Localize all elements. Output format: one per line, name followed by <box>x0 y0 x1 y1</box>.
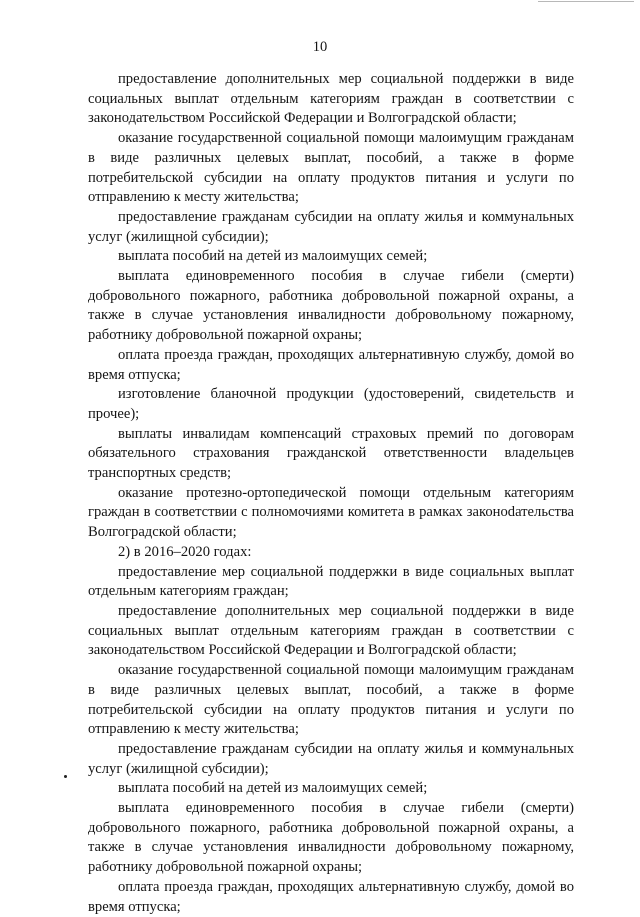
paragraph: предоставление дополнительных мер социальной поддержки в виде социальных выплат отдельным категориям граждан в соответствии с законодательством Российской Федерации и Волгоградской области; <box>88 71 574 127</box>
paragraph: изготовление бланочной продукции (удостоверений, свидетельств и прочее); <box>88 386 574 422</box>
paragraph: предоставление мер социальной поддержки в виде социальных выплат отдельным категориям граждан; <box>88 563 574 600</box>
document-body <box>88 70 574 917</box>
paragraph: предоставление гражданам субсидии на оплату жилья и коммунальных услуг (жилищной субсидии); <box>88 208 574 245</box>
paragraph: оплата проезда граждан, проходящих альтернативную службу, домой во время отпуска; <box>88 346 574 383</box>
paragraph: предоставление дополнительных мер социальной поддержки в виде социальных выплат отдельным категориям граждан в соответствии с законодательством Российской Федерации и Волгоградской области; <box>88 602 574 659</box>
scan-edge-line <box>538 1 634 2</box>
section-heading: 2) в 2016–2020 годах: <box>118 543 252 560</box>
paragraph: оплата проезда граждан, проходящих альтернативную службу, домой во время отпуска; <box>88 878 574 915</box>
paragraph: выплата пособий на детей из малоимущих семей; <box>118 248 428 265</box>
paragraph: оказание протезно-ортопедической помощи отдельным категориям граждан в соответствии с полномочиями комитета в рамках законоdательства Волгоградской области; <box>88 484 574 541</box>
paragraph: выплата единовременного пособия в случае гибели (смерти) добровольного пожарного, работника добровольной пожарной охраны, а также в случае установления инвалидности добровольному пожарному, работнику добровольной пожарной охраны; <box>88 268 574 344</box>
paragraph: выплаты инвалидам компенсаций страховых премий по договорам обязательного страхования гражданской ответственности владельцев транспортных средств; <box>88 425 574 482</box>
scan-dot <box>64 775 67 778</box>
paragraph: оказание государственной социальной помощи малоимущим гражданам в виде различных целевых выплат, пособий, а также в форме потребительской субсидии на оплату продуктов питания и услуги по отправлению к месту жительства; <box>88 662 574 738</box>
paragraph: оказание государственной социальной помощи малоимущим гражданам в виде различных целевых выплат, пособий, а также в форме потребительской субсидии на оплату продуктов питания и услуги по отправлению к месту жительства; <box>88 130 574 206</box>
paragraph: выплата единовременного пособия в случае гибели (смерти) добровольного пожарного, работника добровольной пожарной охраны, а также в случае установления инвалидности добровольному пожарному, работнику добровольной пожарной охраны; <box>88 800 574 876</box>
page-number: 10 <box>312 39 328 55</box>
paragraph: предоставление гражданам субсидии на оплату жилья и коммунальных услуг (жилищной субсидии); <box>88 740 574 777</box>
paragraph: выплата пособий на детей из малоимущих семей; <box>118 780 428 797</box>
